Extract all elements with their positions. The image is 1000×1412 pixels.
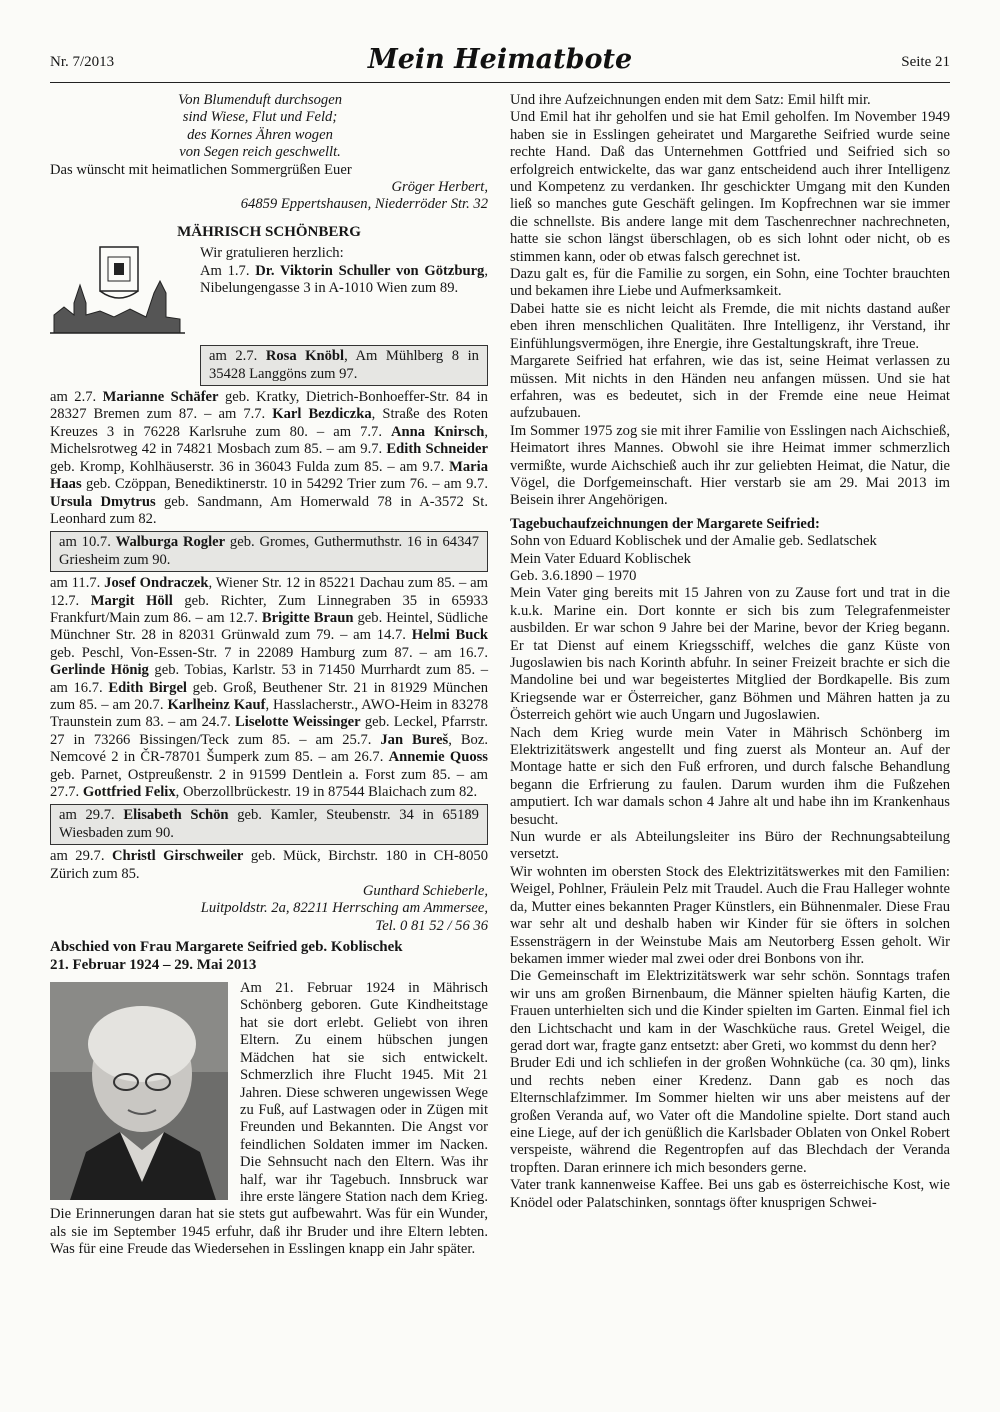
page-header — [50, 44, 950, 84]
signature-phone: Tel. 0 81 52 / 56 36 — [375, 917, 488, 934]
article-paragraph: Im Sommer 1975 zog sie mit ihrer Familie von Esslingen nach Aichschieß, Heimatort ihres Mannes. Obwohl sie ihre Heimat immer schmerzlich vermißte, wurde Aichschieß auch ihr zur geliebten Heimat, die Natur, die Vögel, die Dorfgemeinschaft. Hier verstarb sie am 29. Mai 2013 im Beisein ihrer Angehörigen. — [510, 422, 950, 509]
person-name: Marianne Schäfer — [102, 389, 219, 406]
person-name: Karlheinz Kauf — [167, 696, 266, 713]
town-crest-illustration — [50, 245, 185, 337]
article-paragraph: Bruder Edi und ich schliefen in der großen Wohnküche (ca. 30 qm), links und rechts neben einer Kredenz. Dann gab es noch das Elternschlafzimmer. Im Sommer hielten wir uns aber meistens auf der großen Veranda auf, wo Vater oft die Mandoline spielte. Dort stand auch eine Liege, auf der ich genüßlich die Karlsbader Oblaten von Onkel Robert verspeiste, während die Regentropfen auf das Blechdach der Veranda tropften. Daran erinnere ich mich besonders gerne. — [510, 1055, 950, 1176]
greeting-line: Das wünscht mit heimatlichen Sommergrüßen Euer — [50, 161, 352, 178]
header-rule — [50, 82, 950, 83]
person-name: Rosa Knöbl — [265, 348, 345, 365]
article-paragraph: Und Emil hat ihr geholfen und sie hat Emil geholfen. Im November 1949 haben sie in Esslingen geheiratet und Margarethe Seifried wurde seine rechte Hand. Daß das Unternehmen Gottfried und Seifried sich so erfolgreich entwickelte, das war ganz entscheidend auch ihrer Intelligenz und Kompetenz zu verdanken. Ihr geschickter Umgang mit den Kunden ließ so manches gute Geschäft gelingen. Im Kopfrechnen war sie immer die schnellste. Bis andere lange mit dem Taschenrechner nachrechneten, hatte sie schon längst überschlagen, ob es sich lohnt oder nicht, ob es stimmen kann, oder ob etwas falsch gerechnet ist. — [510, 109, 950, 265]
article-paragraph: Nun wurde er als Abteilungsleiter ins Büro der Rechnungsabteilung versetzt. — [510, 829, 950, 863]
person-name: Maria Haas — [50, 458, 488, 493]
obituary-dates: 21. Februar 1924 – 29. Mai 2013 — [50, 956, 257, 973]
article-paragraph: Dazu galt es, für die Familie zu sorgen, ein Sohn, eine Tochter brauchten und bekamen ihre Liebe und Aufmerksamkeit. — [510, 266, 950, 300]
page-number: Seite 21 — [901, 54, 950, 70]
signature-name: Gunthard Schieberle, — [362, 883, 488, 900]
person-name: Gottfried Felix — [82, 784, 176, 800]
diary-line: Geb. 3.6.1890 – 1970 — [510, 567, 637, 584]
diary-line: Sohn von Eduard Koblischek und der Amalie geb. Sedlatschek — [510, 533, 877, 550]
right-column — [510, 92, 950, 1212]
congrats-block — [50, 245, 488, 341]
obituary-title: Abschied von Frau Margarete Seifried geb. Koblischek — [50, 939, 403, 956]
highlight-box: am 29.7. Elisabeth Schön geb. Kamler, Steubenstr. 34 in 65189 Wiesbaden zum 90. — [50, 804, 488, 845]
signature-address: Luitpoldstr. 2a, 82211 Herrsching am Ammersee, — [200, 900, 488, 917]
article-paragraph: Dabei hatte sie es nicht leicht als Fremde, die mit nichts dastand außer eben ihren menschlichen Qualitäten. Ihre Intelligenz, ihr Verstand, ihr Einfühlungsvermögen, ihre Energie, ihre Gestaltungskraft, ihre Treue. — [510, 300, 950, 352]
person-name: Ursula Dmytrus — [50, 493, 156, 510]
person-name: Margit Höll — [90, 592, 173, 609]
article-paragraph: Nach dem Krieg wurde mein Vater in Mährisch Schönberg im Elektrizitätswerk angestellt und fing zuerst als Monteur an. Auf der Montage hatte er sich den Fuß erfroren, und durch falsche Behandlung begann die Erfrierung zu faulen. Darum wurden ihm die Fußzehen amputiert. Ich war damals schon 4 Jahre alt und habe ihn im Krankenhaus besucht. — [510, 724, 950, 828]
person-name: Helmi Buck — [411, 627, 489, 644]
birthday-list-paragraph: am 11.7. Josef Ondraczek, Wiener Str. 12 in 85221 Dachau zum 85. – am 12.7. Margit Höll geb. Richter, Zum Linnegraben 35 in 65933 Frankfurt/Main zum 86. – am 12.7. Brigitte Braun geb. Heintel, Südliche Münchner Str. 28 in 82031 Grünwald zum 79. – am 14.7. Helmi Buck geb. Peschl, Von-Essen-Str. 7 in 22089 Hamburg zum 87. – am 16.7. Gerlinde Hönig geb. Tobias, Karlstr. 53 in 71450 Murrhardt zum 85. – am 16.7. Edith Birgel geb. Groß, Beuthener Str. 21 in 81929 München zum 85. – am 20.7. Karlheinz Kauf, Hasslacherstr., AWO-Heim in 83278 Traunstein zum 83. – am 24.7. Liselotte Weissinger geb. Leckel, Pfarrstr. 27 in 73266 Bissingen/Teck zum 85. – am 25.7. Jan Bureš, Boz. Nemcové 2 in ČR-78701 Šumperk zum 85. – am 26.7. Annemie Quoss geb. Parnet, Ostpreußenstr. 2 in 91599 Dentlein a. Forst zum 85. – am 27.7. Gottfried Felix, Oberzollbrückestr. 19 in 87544 Blaichach zum 82. — [50, 575, 489, 800]
birthday-list-paragraph: am 2.7. Marianne Schäfer geb. Kratky, Dietrich-Bonhoeffer-Str. 84 in 28327 Bremen zum 87. – am 7.7. Karl Bezdiczka, Straße des Roten Kreuzes 3 in 76228 Karlsruhe zum 80. – am 7.7. Anna Knirsch, Michelsrotweg 42 in 74821 Mosbach zum 85. – am 9.7. Edith Schneider geb. Kromp, Kohlhäuserstr. 36 in 36043 Fulda zum 85. – am 9.7. Maria Haas geb. Czöppan, Benediktinerstr. 10 in 54292 Trier zum 76. – am 9.7. Ursula Dmytrus geb. Sandmann, Am Homerwald 78 in A-3572 St. Leonhard zum 82. — [50, 389, 488, 527]
congrats-intro: Wir gratulieren herzlich: — [200, 245, 344, 262]
poem — [90, 92, 430, 162]
person-name: Edith Schneider — [386, 441, 488, 458]
person-name: Christl Girschweiler — [111, 848, 244, 865]
person-name: Annemie Quoss — [388, 749, 488, 766]
congrats-text — [200, 245, 488, 297]
diary-line: Mein Vater Eduard Koblischek — [510, 550, 691, 567]
article-paragraph: Die Gemeinschaft im Elektrizitätswerk war sehr schön. Sonntags trafen wir uns am großen Birnenbaum, die Männer spielten häufig Karten, die Frauen unterhielten sich und die Kinder spielten im Garten. Einmal fiel ich den Lichtschacht und kam in der Waschküche raus. Gretel Weigel, die gerad dort war, fragte ganz entsetzt: aber Greti, wo kommst du denn her? — [510, 968, 950, 1054]
poem-line: Von Blumenduft durchsogen — [177, 92, 343, 108]
signature-name: Gröger Herbert, — [391, 179, 488, 196]
person-name: Jan Bureš — [380, 731, 449, 748]
signature-address: 64859 Eppertshausen, Niederröder Str. 32 — [240, 196, 488, 213]
person-name: Karl Bezdiczka — [272, 406, 372, 423]
congrats-entry: Am 1.7. Dr. Viktorin Schuller von Götzburg, Nibelungengasse 3 in A-1010 Wien zum 89. — [200, 262, 488, 297]
portrait-photo — [50, 982, 228, 1200]
highlight-box: am 10.7. Walburga Rogler geb. Gromes, Guthermuthstr. 16 in 64347 Griesheim zum 90. — [50, 531, 488, 572]
obituary-text: Am 21. Februar 1924 in Mährisch Schönberg geboren. Gute Kindheitstage hat sie dort erlebt. Geliebt von ihren Eltern. Zu einem hübschen jungen Mädchen hat sie sich entwickelt. Schmerzlich ihre Flucht 1945. Mit 21 Jahren. Diese schweren ungewissen Wege zu Fuß, auf Lastwagen oder in Zügen mit Freunden und Bekannten. Die Angst vor feindlichen Soldaten immer im Nacken. Die Sehnsucht nach den Eltern. Was ihr half, war ihr Tagebuch. Innsbruck war ihre erste längere Station nach dem Krieg. Die Erinnerungen daran hat sie stets gut aufbewahrt. Was für ein Wunder, als sie im September 1945 erfuhr, daß ihr Bruder und ihre Eltern lebten. Was für eine Freude das Wiedersehen in Esslingen knapp ein Jahr später. — [50, 980, 488, 1258]
left-column — [50, 92, 488, 1259]
article-paragraph: Und ihre Aufzeichnungen enden mit dem Satz: Emil hilft mir. — [510, 92, 871, 108]
highlight-box: am 2.7. Rosa Knöbl, Am Mühlberg 8 in 35428 Langgöns zum 97. — [200, 345, 488, 386]
obituary-body — [50, 980, 488, 1259]
poem-line: sind Wiese, Flut und Feld; — [182, 109, 338, 126]
masthead-logo — [50, 38, 950, 85]
poem-line: des Kornes Ähren wogen — [187, 126, 333, 143]
person-name: Brigitte Braun — [261, 609, 354, 626]
birthday-entry: am 29.7. Christl Girschweiler geb. Mück, Birchstr. 180 in CH-8050 Zürich zum 85. — [50, 848, 488, 882]
person-name: Anna Knirsch — [390, 423, 485, 440]
poem-line: von Segen reich geschwellt. — [179, 144, 341, 161]
person-name: Elisabeth Schön — [123, 807, 229, 824]
masthead-logo-text: Mein Heimatbote — [367, 44, 633, 75]
person-name: Josef Ondraczek — [104, 575, 209, 592]
article-paragraph: Vater trank kannenweise Kaffee. Bei uns gab es österreichische Kost, wie Knödel oder Palatschinken, sonntags öfter knusprigen Schwei- — [510, 1177, 950, 1211]
person-name: Edith Birgel — [108, 679, 187, 696]
article-paragraph: Wir wohnten im obersten Stock des Elektrizitätswerkes mit den Familien: Weigel, Pohlner, Fräulein Pelz mit Traudel. Auch die Frau Halleger wohnte da, Mutter eines bekannten Prager Künstlers, ein Bühnenmaler. Diese Frau war sehr alt und deshalb haben wir Kinder für sie öfters in solchen Essensträgern in der Weinstube Mais am Neutorberg Essen geholt. Wir bekamen immer wieder mal zwei oder drei Bonbons von ihr. — [510, 863, 950, 967]
article-paragraph: Margarete Seifried hat erfahren, wie das ist, seine Heimat verlassen zu müssen. Mit nichts in den Händen neu anfangen müssen. Und sie hat erfahren, was es bedeutet, sich in der Fremde eine neue Heimat aufzubauen. — [510, 353, 950, 422]
person-name: Gerlinde Hönig — [50, 662, 149, 679]
person-name: Liselotte Weissinger — [235, 714, 361, 731]
person-name: Walburga Rogler — [115, 534, 226, 551]
section-title: MÄHRISCH SCHÖNBERG — [177, 223, 361, 240]
person-name: Dr. Viktorin Schuller von Götzburg — [255, 262, 485, 279]
issue-number: Nr. 7/2013 — [50, 54, 115, 70]
article-paragraph: Mein Vater ging bereits mit 15 Jahren von zu Zause fort und trat in die k.u.k. Marine ein. Dort konnte er sich bis zum Telegrafenmeister ausbilden. Er war schon 9 Jahre bei der Marine, bevor der Krieg begann. Er tat Dienst auf einem Kriegsschiff, welches die ganz Küste von Jugoslawien bis nach Korinth abfuhr. In seiner Freizeit brachte er sich die Mandoline bei und war begeistertes Mitglied der Bordkapelle. Bis zum Kriegsende war er Österreicher, ganz Böhmen und Mähren hatten ja zu Österreich gehört wie auch Ungarn und Jugoslawien. — [510, 585, 950, 724]
diary-title: Tagebuchaufzeichnungen der Margarete Seifried: — [510, 515, 820, 532]
